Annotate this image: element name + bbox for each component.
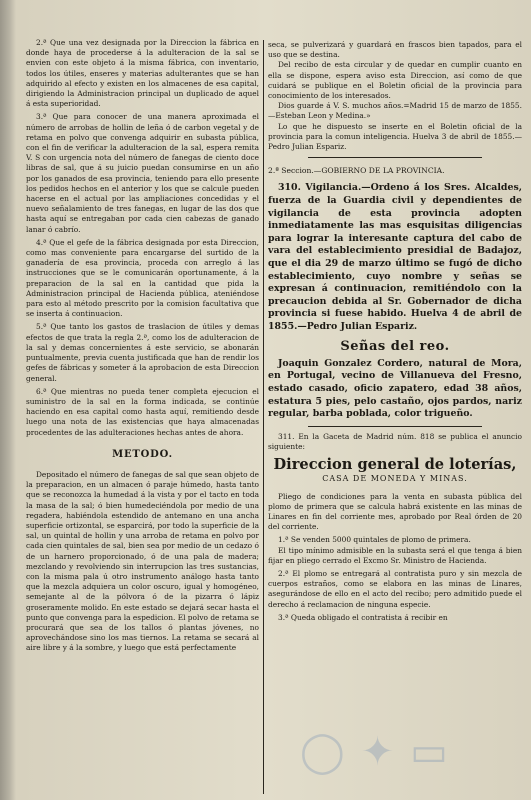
page-fold-shadow [0, 0, 16, 800]
section-rule-middle [308, 426, 482, 427]
pliego-paragraph: Pliego de condiciones para la venta en subasta pública del plomo de primera que se calcula habrá existente en las minas de Linares en fin del corriente mes, aprobado por Real órden de 20 del corriente. [268, 491, 522, 532]
loterias-heading: Direccion general de loterías, [273, 456, 517, 474]
dispuesto-paragraph: Lo que he dispuesto se inserte en el Boletin oficial de la provincia para la comun inteligencia. Huelva 3 de abril de 1855.—Pedro Julian Espariz. [268, 121, 522, 152]
section-rule-top [308, 157, 482, 158]
left-column [26, 38, 259, 794]
rule-4-paragraph: 4.ª Que el gefe de la fábrica designada por esta Direccion, como mas conveniente para encargarse del surtido de la ganadería de esa provincia, proceda con arreglo á las instrucciones que se le comunicarán oportunamente, á la preparacion de la sal en la cantidad que pida la Administracion principal de Hacienda pública, ateniéndose para esto al método prescrito por la comision facultativa que se inserta á continuacion. [26, 237, 259, 319]
notice-311-paragraph: 311. En la Gaceta de Madrid núm. 818 se publica el anuncio siguiente: [268, 431, 522, 451]
column-divider [263, 40, 264, 794]
rule-3-paragraph: 3.ª Que para conocer de una manera aproximada el número de arrobas de hollin de leña ó de carbon vegetal y de retama en polvo que convenga adquirir en subasta pública, con el fin de verificar la adulteracion de la sal, espera remita V. S con urgencia nota del número de fanegas de ciento doce libras de sal, que á su juicio puedan consumirse en un año por los ganados de esa provincia, teniendo para ello presente los pedidos hechos en el anterior y los que se calcule pueden hacerse en el actual por las ampliaciones concedidas y el nuevo señalamiento de tres fanegas, en lugar de las dos que hasta aquí se entregaban por cada cien cabezas de ganado lanar ó cabrío. [26, 112, 259, 234]
metodo-paragraph: Depositado el número de fanegas de sal que sean objeto de la preparacion, en un almacen ó paraje húmedo, hasta tanto que se reconozca la humedad á la vista y por el tacto en toda la masa de la sal; ó bien humedeciéndola por medio de una regadera, habiéndola estendido de antemano en una ancha superficie ortizontal, se esparcirá, por todo la superficie de la sal, un quintal de hollin y una arroba de retama en polvo por cada cien quintales de sal, bien sea por medio de un cedazo ó de un harnero proporcionado, ó de una pala de madera; mezclando y revolviendo sin interrupcion las tres sustancias, con la misma pala ú otro instrumento análogo hasta tanto que la mezcla adquiera un color oscuro, igual y homogéneo, semejante al de la pólvora ó de la pizarra ó lápiz groseramente molido. En este estado se dejará secar hasta el punto que convenga para la espedicion. El polvo de retama se procurará que sea de los tallos ó plantas jóvenes, no aprovechándose sino los mas tiernos. La retama se secará al aire libre y á la sombre, y luego que está perfectamente [26, 469, 259, 653]
rule-5-paragraph: 5.ª Que tanto los gastos de traslacion de útiles y demas efectos de que trata la regla 2.ª, como los de adulteracion de la sal y demas concernientes á este servicio, se abonarán puntualmente, previa cuenta justificada que han de rendir los gefes de fábricas y someter á la aprobacion de esta Direccion general. [26, 322, 259, 383]
vigilancia-notice: 310. Vigilancia.—Ordeno á los Sres. Alcaldes, fuerza de la Guardia civil y dependientes de vigilancia de esta provincia adopten inmediatamente las mas esquisitas diligencias para lograr la interesante captura del cabo de vara del establecimiento presidial de Badajoz, que el dia 29 de marzo último se fugó de dicho establecimiento, cuyo nombre y señas se expresan á continuacion, remitiéndolo con la precaucion debida al Sr. Gobernador de dicha provincia si fuese habido. Huelva 4 de abril de 1855.—Pedro Julian Espariz. [268, 182, 522, 332]
senas-description: Joaquin Gonzalez Cordero, natural de Mora, en Portugal, vecino de Villanueva del Fresno, estado casado, oficio zapatero, edad 38 años, estatura 5 pies, pelo castaño, ojos pardos, nariz regular, barba poblada, color trigueño. [268, 357, 522, 420]
library-stamp-watermark: ◯ ✦ ▭ [300, 729, 449, 775]
dios-guarde-paragraph: Dios guarde á V. S. muchos años.=Madrid 15 de marzo de 1855.—Esteban Leon y Medina.» [268, 101, 522, 121]
metodo-heading: METODO. [112, 448, 173, 460]
condition-1-paragraph: 1.ª Se venden 5000 quintales de plomo de primera. [278, 535, 471, 545]
condition-1b-paragraph: El tipo mínimo admisible en la subasta será el que tenga á bien fijar en pliego cerrado el Excmo Sr. Ministro de Hacienda. [268, 545, 522, 565]
senas-heading: Señas del reo. [340, 338, 450, 354]
rule-6-paragraph: 6.ª Que mientras no pueda tener completa ejecucion el suministro de la sal en la forma indicada, se continúe haciendo en esa capital como hasta aquí, remitiendo desde luego una nota de las existencias que haya almacenadas procedentes de las adulteraciones hechas antes de ahora. [26, 386, 259, 437]
section-title: 2.ª Seccion.—GOBIERNO DE LA PROVINCIA. [268, 166, 445, 176]
condition-3-paragraph: 3.ª Queda obligado el contratista á recibir en [278, 612, 448, 622]
condition-2-paragraph: 2.ª El plomo se entregará al contratista puro y sin mezcla de cuerpos estraños, como se elabora en las minas de Linares, asegurándose de ello en el acto del recibo; pero admitido puede el derecho á reclamacion de ninguna especie. [268, 568, 522, 609]
recibo-paragraph: Del recibo de esta circular y de quedar en cumplir cuanto en ella se dispone, espera aviso esta Direccion, así como de que cuidará se publique en el Boletin oficial de la provincia para conocimiento de los interesados. [268, 60, 522, 101]
casa-moneda-subheading: CASA DE MONEDA Y MINAS. [322, 474, 468, 484]
right-column [268, 40, 522, 794]
rule-2-paragraph: 2.ª Que una vez designada por la Direccion la fábrica en donde haya de procederse á la adulteracion de la sal se envien con este objeto á la misma fábrica, con inventario, todos los útiles, enseres y materias adulterantes que se han adquirido al efecto y existen en los almacenes de esa capital, dirigiendo la Administracion principal un duplicado de aquel á esta superioridad. [26, 38, 259, 109]
continued-paragraph: seca, se pulverizará y guardará en frascos bien tapados, para el uso que se destina. [268, 40, 522, 60]
